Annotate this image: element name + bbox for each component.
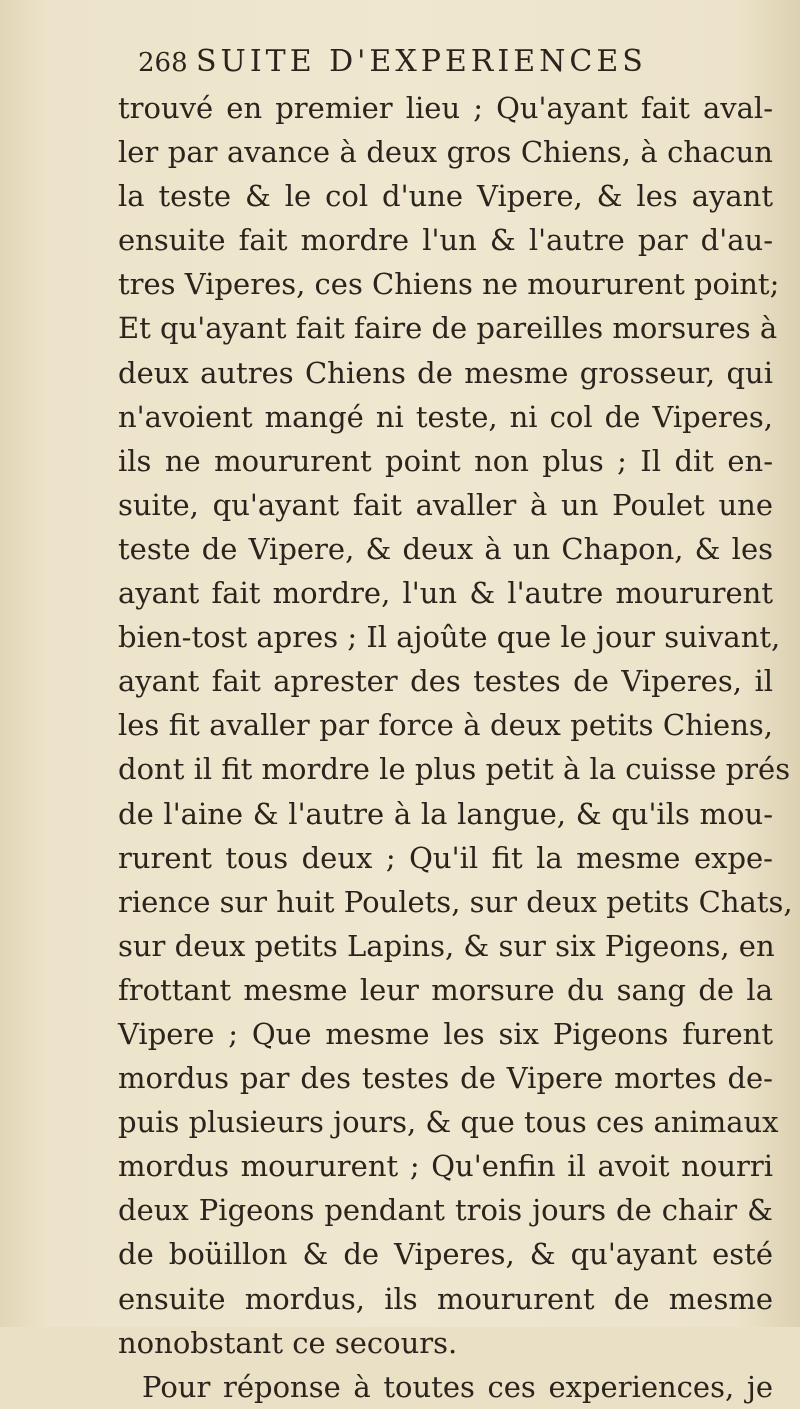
text-line: puis plusieurs jours, & que tous ces animaux bbox=[118, 1105, 779, 1140]
text-line: ils ne moururent point non plus ; Il dit en- bbox=[118, 443, 773, 478]
text-line: suite, qu'ayant fait avaller à un Poulet une bbox=[118, 487, 773, 522]
text-line: mordus moururent ; Qu'enfin il avoit nourri bbox=[118, 1149, 773, 1184]
text-line: trouvé en premier lieu ; Qu'ayant fait aval- bbox=[118, 91, 773, 125]
paragraph-end-line: nonobstant ce secours. bbox=[118, 1325, 458, 1360]
text-line: deux Pigeons pendant trois jours de chair & bbox=[118, 1193, 773, 1228]
text-line: de boüillon & de Viperes, & qu'ayant esté bbox=[118, 1237, 773, 1272]
text-line: bien-tost apres ; Il ajoûte que le jour suivant, bbox=[118, 620, 781, 655]
text-line: dont il fit mordre le plus petit à la cuisse prés bbox=[118, 752, 791, 787]
text-line: n'avoient mangé ni teste, ni col de Viperes, bbox=[118, 399, 773, 434]
text-line: Vipere ; Que mesme les six Pigeons furent bbox=[118, 1016, 773, 1051]
text-line: Et qu'ayant fait faire de pareilles morsures à bbox=[118, 311, 778, 346]
text-line: sur deux petits Lapins, & sur six Pigeons, en bbox=[118, 928, 775, 963]
text-line: tres Viperes, ces Chiens ne moururent point; bbox=[118, 267, 780, 302]
text-line: les fit avaller par force à deux petits Chiens, bbox=[118, 708, 773, 743]
body-text bbox=[118, 86, 793, 1409]
text-line: ensuite fait mordre l'un & l'autre par d'au- bbox=[118, 223, 773, 258]
text-line: de l'aine & l'autre à la langue, & qu'ils mou- bbox=[118, 796, 773, 831]
text-line: frottant mesme leur morsure du sang de la bbox=[118, 972, 773, 1007]
running-head: SUITE D'EXPERIENCES bbox=[196, 44, 647, 79]
text-line: ayant fait aprester des testes de Viperes, il bbox=[118, 664, 773, 699]
text-line: ensuite mordus, ils moururent de mesme bbox=[118, 1281, 773, 1316]
text-line: teste de Vipere, & deux à un Chapon, & les bbox=[118, 531, 773, 566]
text-line: deux autres Chiens de mesme grosseur, qui bbox=[118, 355, 773, 390]
text-line: mordus par des testes de Vipere mortes de- bbox=[118, 1061, 773, 1096]
text-line: ler par avance à deux gros Chiens, à chacun bbox=[118, 135, 773, 170]
text-line: rurent tous deux ; Qu'il fit la mesme expe- bbox=[118, 840, 773, 875]
paragraph-start-line: Pour réponse à toutes ces experiences, je bbox=[142, 1369, 773, 1404]
page-number: 268 bbox=[138, 48, 188, 78]
text-line: ayant fait mordre, l'un & l'autre moururent bbox=[118, 576, 773, 611]
text-line: rience sur huit Poulets, sur deux petits Chats, bbox=[118, 884, 793, 919]
text-line: la teste & le col d'une Vipere, & les ayant bbox=[118, 179, 773, 214]
